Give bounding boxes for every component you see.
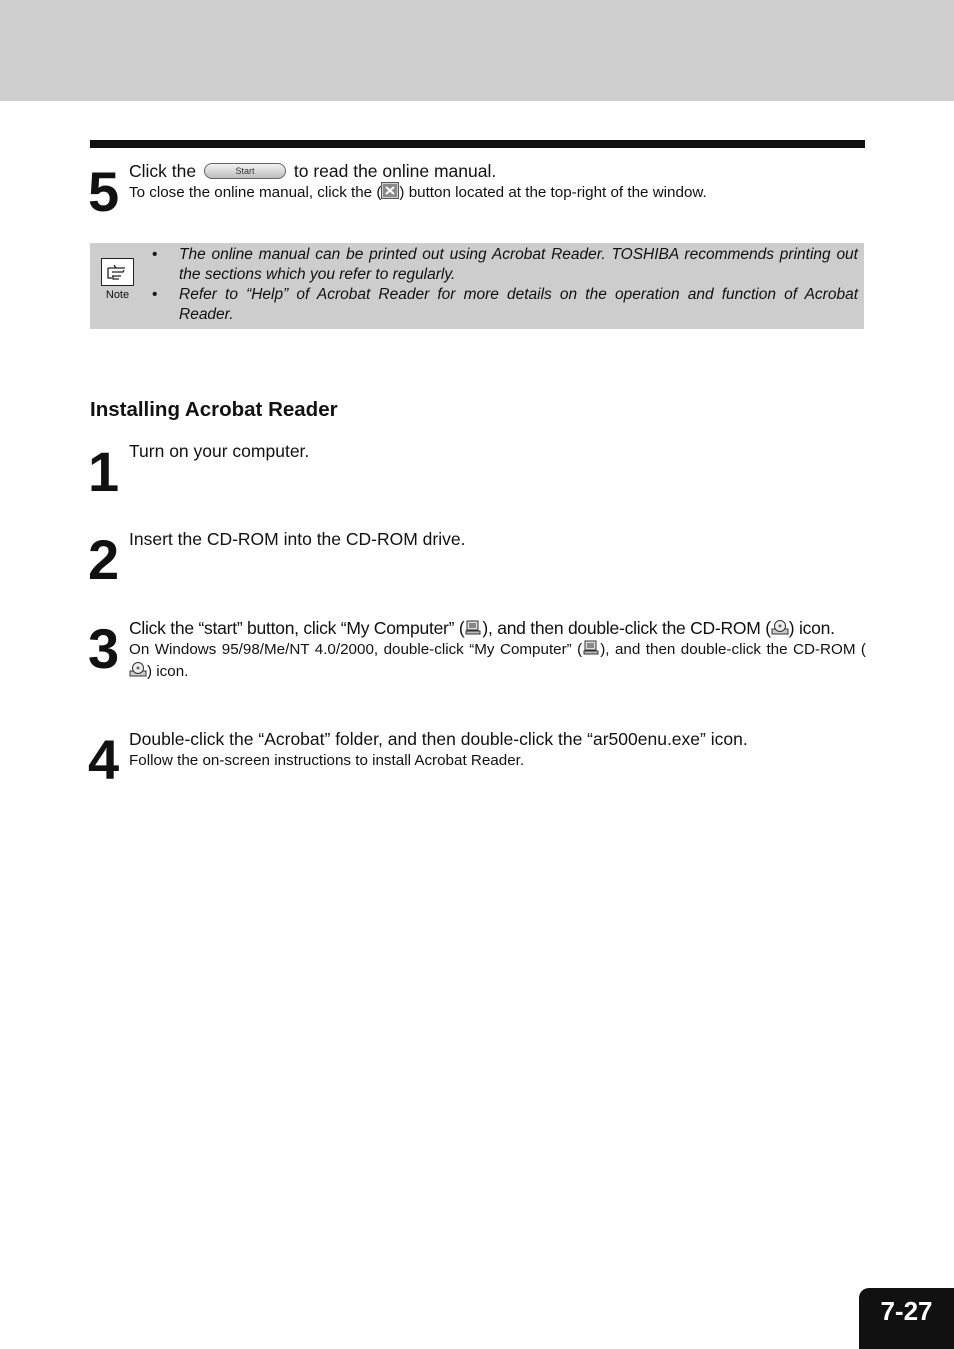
my-computer-icon <box>464 619 482 636</box>
step-number: 3 <box>88 617 118 680</box>
step-number: 4 <box>88 728 118 791</box>
my-computer-icon <box>582 639 600 656</box>
step-detail: To close the online manual, click the ( ) button located at the top-right of the window. <box>129 184 707 201</box>
note-label: Note <box>105 289 130 301</box>
note-list <box>152 245 858 325</box>
close-icon <box>381 182 399 199</box>
note-item: • The online manual can be printed out using Acrobat Reader. TOSHIBA recommends printing out the sections which you refer to regularly. <box>152 246 858 283</box>
pointing-hand-icon <box>101 258 134 286</box>
step-number: 1 <box>88 440 118 503</box>
step-number: 2 <box>88 528 118 591</box>
section-title: Installing Acrobat Reader <box>90 398 338 421</box>
start-button[interactable]: Start <box>204 163 286 179</box>
step-instruction: Click the “start” button, click “My Computer” ( ), and then double-click the CD-ROM ( ) icon. <box>129 618 835 638</box>
step-detail: On Windows 95/98/Me/NT 4.0/2000, double-click “My Computer” ( ), and then double-click the CD-ROM () icon. <box>129 641 866 680</box>
step-instruction: Double-click the “Acrobat” folder, and then double-click the “ar500enu.exe” icon. <box>129 729 748 749</box>
step-instruction: Click the Start to read the online manual. <box>129 161 497 181</box>
note-box <box>90 243 864 329</box>
cd-rom-icon <box>129 661 147 678</box>
step-number: 5 <box>88 160 118 223</box>
header-band <box>0 0 954 101</box>
page-number: 7-27 <box>880 1296 933 1326</box>
cd-rom-icon <box>771 619 789 636</box>
page-number-tab <box>859 1288 954 1349</box>
step-instruction: Turn on your computer. <box>129 441 310 461</box>
step-instruction: Insert the CD-ROM into the CD-ROM drive. <box>129 529 466 549</box>
section-rule <box>90 140 865 148</box>
note-item: • Refer to “Help” of Acrobat Reader for more details on the operation and function of Acrobat Reader. <box>152 286 858 323</box>
step-detail: Follow the on-screen instructions to install Acrobat Reader. <box>129 752 525 769</box>
